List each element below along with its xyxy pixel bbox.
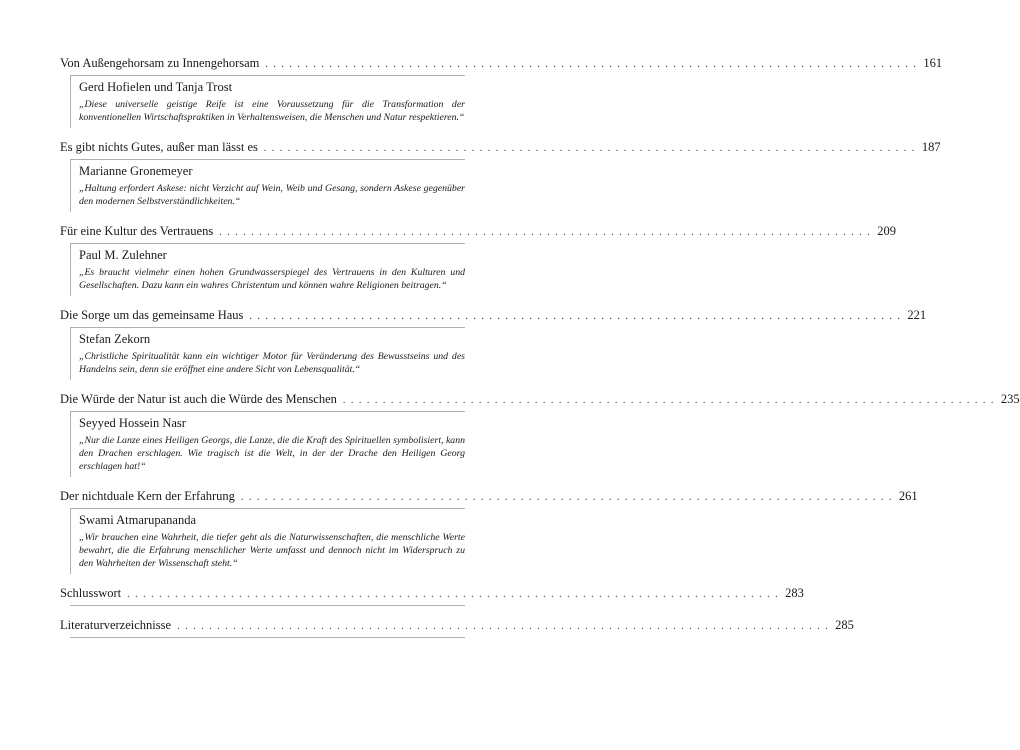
toc-entry-details bbox=[70, 160, 465, 212]
toc-entry-title: Es gibt nichts Gutes, außer man lässt es bbox=[60, 140, 258, 154]
toc-entry-quote: „Haltung erfordert Askese: nicht Verzicht auf Wein, Weib und Gesang, sondern Askese gegenüber den modernen Selbstverständlichkeiten.“ bbox=[79, 183, 465, 207]
toc-entry-heading bbox=[60, 307, 927, 327]
toc-entry-heading bbox=[60, 391, 1020, 411]
toc-entry-quote: „Nur die Lanze eines Heiligen Georgs, die Lanze, die die Kraft des Spirituellen symbolisiert, kann den Drachen erschlagen. Wie tragisch ist die Welt, in der der Drache den Heiligen Georg erschlagen hat!“ bbox=[79, 435, 465, 472]
toc-entry-details bbox=[70, 412, 465, 477]
toc-entry bbox=[60, 307, 927, 380]
toc-entry bbox=[60, 139, 941, 212]
divider bbox=[70, 605, 465, 606]
dot-leader: . . . . . . . . . . . . . . . . . . . . . . . . . . . . . . . . . . . . . . . . . . . . . . . . . . . . . . . . . . . . . . . . . . . . . . . . . . . . . . . . . . bbox=[240, 492, 893, 503]
toc-entry-page: 283 bbox=[785, 586, 804, 600]
toc-entry-details bbox=[70, 76, 465, 128]
toc-entry-author: Paul M. Zulehner bbox=[79, 248, 167, 262]
toc-entry-heading bbox=[60, 55, 943, 75]
toc-entry-details bbox=[70, 244, 465, 296]
dot-leader: . . . . . . . . . . . . . . . . . . . . . . . . . . . . . . . . . . . . . . . . . . . . . . . . . . . . . . . . . . . . . . . . . . . . . . . . . . . . . . . . . . bbox=[177, 621, 830, 632]
toc-entry-title: Die Sorge um das gemeinsame Haus bbox=[60, 308, 244, 322]
dot-leader: . . . . . . . . . . . . . . . . . . . . . . . . . . . . . . . . . . . . . . . . . . . . . . . . . . . . . . . . . . . . . . . . . . . . . . . . . . . . . . . . . . bbox=[263, 143, 916, 154]
toc-entry bbox=[60, 488, 918, 574]
toc-entry-heading bbox=[60, 223, 896, 243]
toc-entry-title: Die Würde der Natur ist auch die Würde des Menschen bbox=[60, 392, 337, 406]
toc-entry-page: 221 bbox=[907, 308, 927, 322]
toc-entry-page: 187 bbox=[921, 140, 941, 154]
toc-entry-closing bbox=[60, 617, 854, 638]
divider bbox=[70, 637, 465, 638]
toc-entry bbox=[60, 55, 943, 128]
toc-entry-title: Für eine Kultur des Vertrauens bbox=[60, 224, 214, 238]
toc-entry-quote: „Diese universelle geistige Reife ist eine Voraussetzung für die Transformation der konventionellen Wirtschaftspraktiken in Verhaltensweisen, die Menschen und Natur respektieren.“ bbox=[79, 99, 465, 123]
toc-entry-title: Schlusswort bbox=[60, 586, 122, 600]
table-of-contents bbox=[60, 55, 1020, 649]
toc-entry-quote: „Wir brauchen eine Wahrheit, die tiefer geht als die Naturwissenschaften, die menschliche Werte bewahrt, die die Erfahrung menschlicher Werte umfasst und dennoch nicht im Widerspruch zu den Wahrheiten der Wissenschaft steht.“ bbox=[79, 532, 465, 569]
toc-entry-page: 235 bbox=[1000, 392, 1020, 406]
toc-entry-heading bbox=[60, 139, 941, 159]
toc-entry-author: Seyyed Hossein Nasr bbox=[79, 416, 186, 430]
toc-entry-title: Der nichtduale Kern der Erfahrung bbox=[60, 489, 235, 503]
dot-leader: . . . . . . . . . . . . . . . . . . . . . . . . . . . . . . . . . . . . . . . . . . . . . . . . . . . . . . . . . . . . . . . . . . . . . . . . . . . . . . . . . . bbox=[249, 311, 902, 322]
toc-entry-page: 285 bbox=[835, 618, 854, 632]
toc-entry-quote: „Es braucht vielmehr einen hohen Grundwasserspiegel des Vertrauens in den Kulturen und Gesellschaften. Dazu kann ein wahres Christentum und können wahre Religionen beitragen.“ bbox=[79, 267, 465, 291]
toc-entry-page: 161 bbox=[923, 56, 943, 70]
toc-entry-author: Marianne Gronemeyer bbox=[79, 164, 193, 178]
toc-entry-details bbox=[70, 509, 465, 574]
toc-entry bbox=[60, 223, 896, 296]
toc-entry-title: Literaturverzeichnisse bbox=[60, 618, 172, 632]
toc-entry-quote: „Christliche Spiritualität kann ein wichtiger Motor für Veränderung des Bewusstseins und des Handelns sein, denn sie eröffnet eine andere Sicht von Lebensqualität.“ bbox=[79, 351, 465, 375]
dot-leader: . . . . . . . . . . . . . . . . . . . . . . . . . . . . . . . . . . . . . . . . . . . . . . . . . . . . . . . . . . . . . . . . . . . . . . . . . . . . . . . . . . bbox=[342, 395, 995, 406]
toc-entry-title: Von Außengehorsam zu Innengehorsam bbox=[60, 56, 260, 70]
toc-entry-details bbox=[70, 328, 465, 380]
dot-leader: . . . . . . . . . . . . . . . . . . . . . . . . . . . . . . . . . . . . . . . . . . . . . . . . . . . . . . . . . . . . . . . . . . . . . . . . . . . . . . . . . . bbox=[219, 227, 872, 238]
toc-entry-author: Stefan Zekorn bbox=[79, 332, 151, 346]
toc-entry-closing bbox=[60, 585, 804, 606]
dot-leader: . . . . . . . . . . . . . . . . . . . . . . . . . . . . . . . . . . . . . . . . . . . . . . . . . . . . . . . . . . . . . . . . . . . . . . . . . . . . . . . . . . bbox=[127, 589, 780, 600]
dot-leader: . . . . . . . . . . . . . . . . . . . . . . . . . . . . . . . . . . . . . . . . . . . . . . . . . . . . . . . . . . . . . . . . . . . . . . . . . . . . . . . . . . bbox=[265, 59, 918, 70]
toc-entry-author: Gerd Hofielen und Tanja Trost bbox=[79, 80, 233, 94]
toc-entry bbox=[60, 391, 1020, 477]
toc-entry-heading bbox=[60, 617, 854, 637]
toc-entry-page: 209 bbox=[877, 224, 896, 238]
toc-entry-heading bbox=[60, 585, 804, 605]
toc-entry-page: 261 bbox=[898, 489, 918, 503]
toc-entry-author: Swami Atmarupananda bbox=[79, 513, 196, 527]
toc-entry-heading bbox=[60, 488, 918, 508]
